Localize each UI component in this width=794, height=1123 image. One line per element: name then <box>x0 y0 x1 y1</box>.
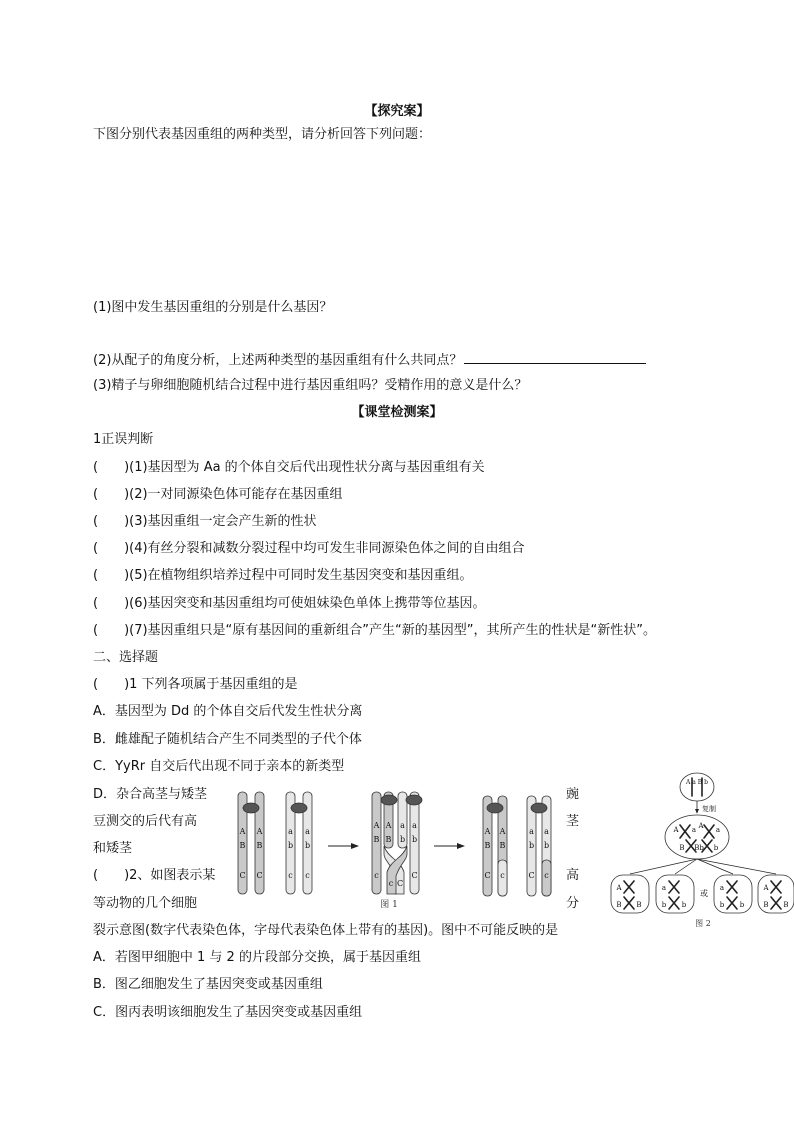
fig1-left-gene-12: c <box>305 871 310 880</box>
fig2-middle-cell <box>665 815 729 859</box>
fig2-bottom-label-11: B <box>763 901 769 909</box>
judgement-5: ( )(5)在植物组织培养过程中可同时发生基因突变和基因重组。 <box>93 568 473 583</box>
fig1-right-gene-1: A <box>484 827 491 836</box>
mcq1-stem: ( )1 下列各项属于基因重组的是 <box>93 677 298 692</box>
mcq1-option-d-line3: 和矮茎 <box>93 841 133 856</box>
fig1-mid-gene-1: A <box>373 821 380 830</box>
figure-2-meiosis-diagram <box>606 770 794 930</box>
fig1-mid-gene-8: b <box>411 835 418 844</box>
figure-1-right-pair <box>483 796 551 896</box>
explore-question-3: (3)精子与卵细胞随机结合过程中进行基因重组吗？受精作用的意义是什么？ <box>93 378 528 393</box>
fig1-mid-gene-5: B <box>373 835 380 844</box>
fig1-left-gene-8: b <box>304 841 311 850</box>
fig1-left-gene-9: C <box>239 871 246 880</box>
figure-1-left-pair <box>238 792 312 894</box>
fig1-right-gene-3: a <box>529 827 534 836</box>
judgement-3: ( )(3)基因重组一定会产生新的性状 <box>93 514 317 529</box>
fig1-right-gene-10: c <box>500 871 505 880</box>
fig2-replication-label: 复制 <box>702 805 716 813</box>
fig1-mid-gene-6: B <box>385 835 392 844</box>
part1-title: 1正误判断 <box>93 432 154 447</box>
part2-title: 二、选择题 <box>93 650 159 665</box>
fig2-top-cell <box>680 773 714 801</box>
explore-question-2-text: (2)从配子的角度分析，上述两种类型的基因重组有什么共同点？ <box>93 353 463 368</box>
fig2-bottom-label-1: A <box>616 884 622 892</box>
fig2-bottom-label-7: a <box>719 884 725 892</box>
fig2-bottom-label-5: b <box>661 901 667 909</box>
fig2-mid-label-3: A <box>698 822 704 830</box>
fig2-bottom-label-8: b <box>719 901 725 909</box>
fig1-mid-gene-9: c <box>374 871 379 880</box>
judgement-6: ( )(6)基因突变和基因重组均可使姐妹染色单体上携带等位基因。 <box>93 596 486 611</box>
mcq1-option-a: A．基因型为 Dd 的个体自交后代发生性状分离 <box>93 704 363 719</box>
fig1-left-gene-7: b <box>287 841 294 850</box>
fig1-mid-gene-11: C <box>396 879 404 888</box>
mcq1-option-d-right1: 豌 <box>566 787 580 802</box>
fig1-right-gene-5: B <box>484 841 491 850</box>
answer-blank[interactable] <box>464 351 646 364</box>
fig1-left-gene-6: B <box>256 841 263 850</box>
explore-question-2 <box>93 351 646 369</box>
judgement-2: ( )(2)一对同源染色体可能存在基因重组 <box>93 487 343 502</box>
mcq2-stem-right2: 分 <box>566 896 580 911</box>
fig1-right-gene-7: b <box>528 841 535 850</box>
fig2-mid-label-7: b <box>713 844 719 852</box>
figure-1-caption: 图 1 <box>380 900 398 910</box>
fig2-mid-label-2: a <box>691 826 697 834</box>
fig1-mid-gene-7: b <box>399 835 406 844</box>
mcq2-stem-line1: ( )2、如图表示某 <box>93 868 216 883</box>
fig2-mid-label-5: B <box>679 844 685 852</box>
fig1-mid-gene-4: a <box>412 821 417 830</box>
fig1-mid-gene-3: a <box>400 821 405 830</box>
fig2-bottom-label-2: B <box>616 901 622 909</box>
mcq2-option-b: B．图乙细胞发生了基因突变或基因重组 <box>93 977 323 992</box>
mcq1-option-b: B．雌雄配子随机结合产生不同类型的子代个体 <box>93 732 362 747</box>
fig1-left-gene-2: A <box>256 827 263 836</box>
fig1-mid-gene-10: c <box>388 879 394 888</box>
fig1-mid-gene-2: A <box>385 821 392 830</box>
mcq2-stem-line2: 等动物的几个细胞 <box>93 896 198 911</box>
fig1-right-gene-2: A <box>499 827 506 836</box>
check-heading: 【课堂检测案】 <box>351 405 443 420</box>
mcq2-option-c: C．图丙表明该细胞发生了基因突变或基因重组 <box>93 1005 363 1020</box>
figure-2-caption: 图 2 <box>695 919 711 928</box>
fig1-mid-gene-12: C <box>411 871 418 880</box>
fig1-left-gene-4: a <box>305 827 310 836</box>
fig1-right-gene-8: b <box>543 841 550 850</box>
fig2-bottom-label-12: B <box>783 901 789 909</box>
figure-1-chromosome-diagram <box>228 786 558 910</box>
fig2-top-cell-label: A a B b <box>686 779 708 786</box>
fig1-right-gene-6: B <box>499 841 506 850</box>
mcq1-option-d-line1: D．杂合高茎与矮茎 <box>93 787 208 802</box>
fig2-bottom-label-4: a <box>661 884 667 892</box>
fig1-left-gene-11: c <box>288 871 293 880</box>
explore-question-1: (1)图中发生基因重组的分别是什么基因？ <box>93 300 333 315</box>
fig1-right-gene-12: c <box>544 871 549 880</box>
fig2-bottom-label-10: A <box>763 884 769 892</box>
mcq2-stem-right1: 高 <box>566 868 580 883</box>
mcq1-option-d-right2: 茎 <box>566 814 580 829</box>
fig2-bottom-label-3: B <box>636 901 642 909</box>
fig2-bottom-label-6: b <box>681 901 687 909</box>
judgement-1: ( )(1)基因型为 Aa 的个体自交后代出现性状分离与基因重组有关 <box>93 460 485 475</box>
fig1-left-gene-10: C <box>256 871 263 880</box>
fig2-mid-label-4: a <box>715 826 721 834</box>
fig2-or-label: 或 <box>700 889 708 898</box>
mcq1-option-d-line2: 豆测交的后代有高 <box>93 814 198 829</box>
mcq1-option-c: C．YyRr 自交后代出现不同于亲本的新类型 <box>93 759 345 774</box>
fig1-right-gene-11: C <box>528 871 535 880</box>
fig2-mid-label-1: A <box>673 826 679 834</box>
fig1-left-gene-5: B <box>239 841 246 850</box>
fig1-left-gene-1: A <box>239 827 246 836</box>
explore-intro: 下图分别代表基因重组的两种类型，请分析回答下列问题： <box>93 127 432 142</box>
judgement-4: ( )(4)有丝分裂和减数分裂过程中均可发生非同源染色体之间的自由组合 <box>93 541 525 556</box>
fig2-bottom-label-9: b <box>739 901 745 909</box>
mcq2-stem-line3: 裂示意图(数字代表染色体，字母代表染色体上带有的基因)。图中不可能反映的是 <box>93 923 559 938</box>
mcq2-option-a: A．若图甲细胞中 1 与 2 的片段部分交换，属于基因重组 <box>93 950 421 965</box>
fig1-right-gene-4: a <box>544 827 549 836</box>
fig1-right-gene-9: C <box>484 871 491 880</box>
fig1-left-gene-3: a <box>288 827 293 836</box>
fig2-mid-label-6: Bb <box>694 844 704 852</box>
judgement-7: ( )(7)基因重组只是“原有基因间的重新组合”产生“新的基因型”，其所产生的性状是“新性状”。 <box>93 623 656 638</box>
explore-heading: 【探究案】 <box>364 104 430 119</box>
